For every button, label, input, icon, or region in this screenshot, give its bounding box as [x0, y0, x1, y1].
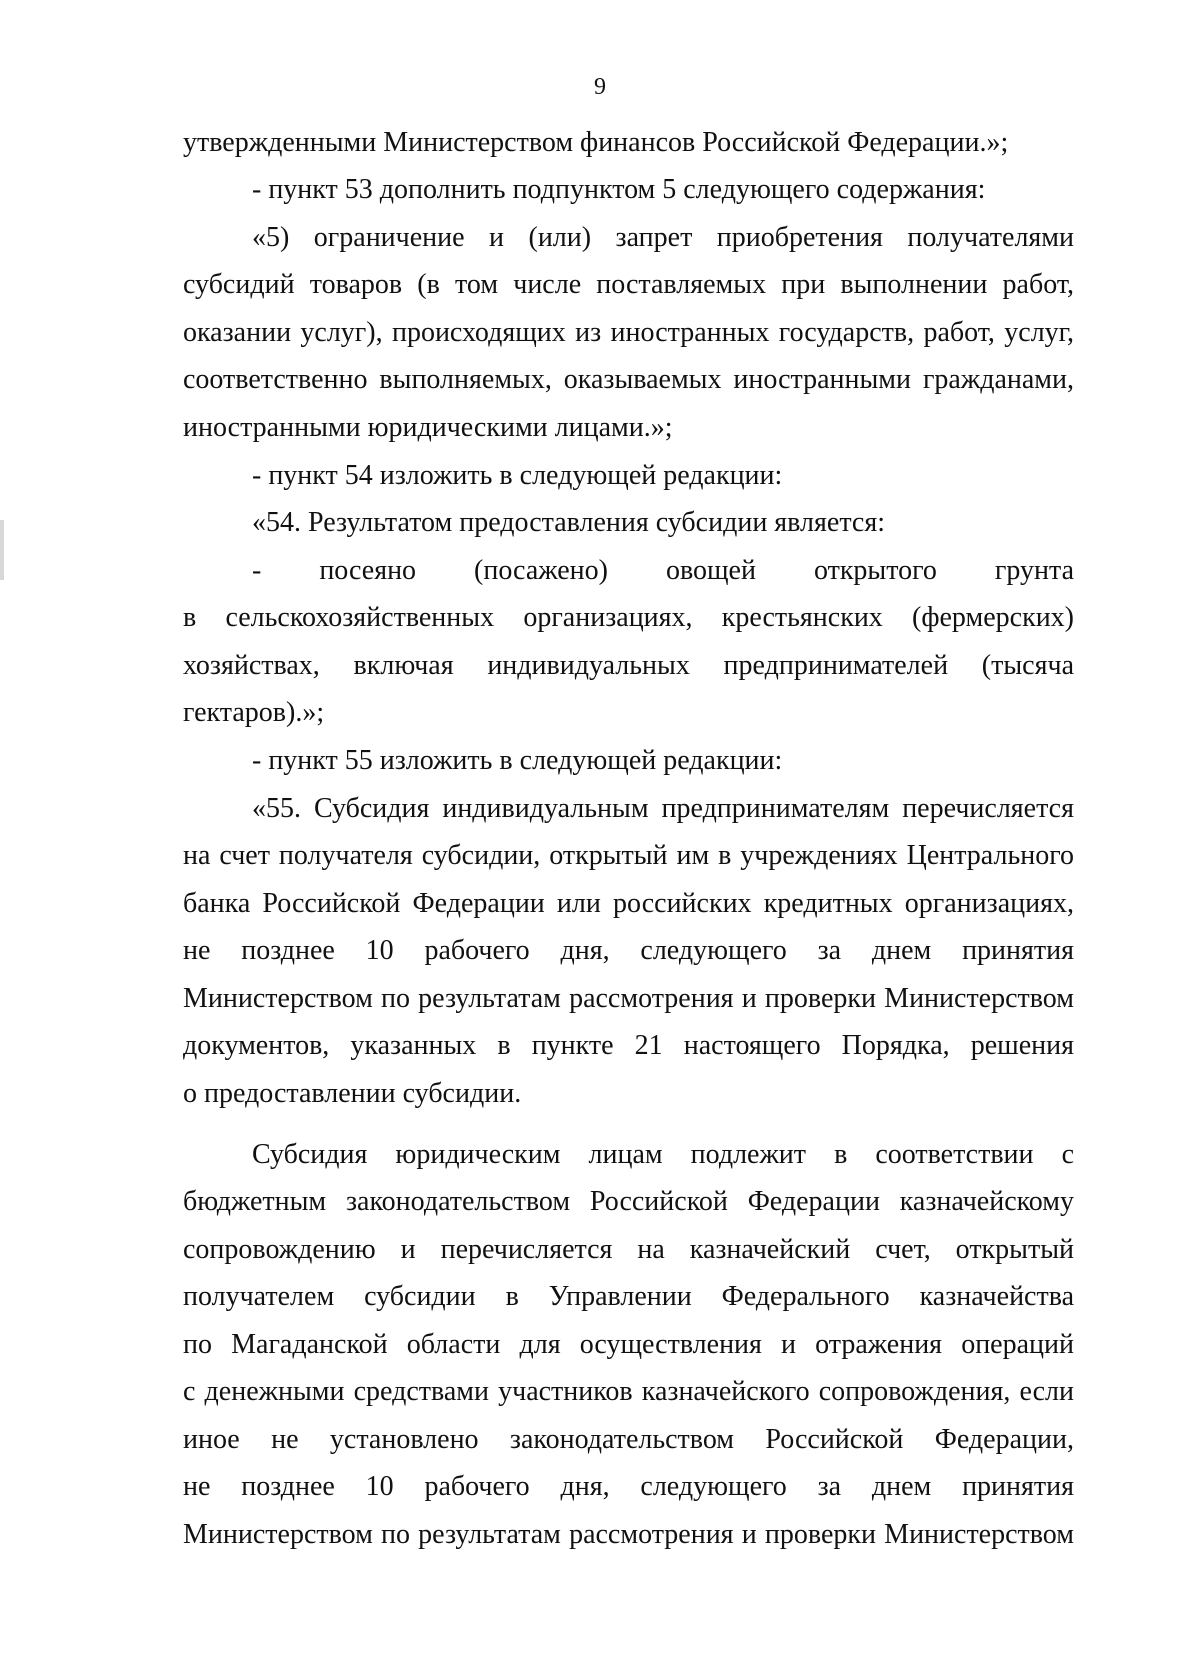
text-line: Министерством по результатам рассмотрения и проверки Министерством: [183, 983, 1074, 1014]
text-line: иное не установлено законодательством Российской Федерации,: [183, 1424, 1074, 1455]
text-line: банка Российской Федерации или российских кредитных организациях,: [183, 888, 1074, 919]
text-line: не позднее 10 рабочего дня, следующего за днем принятия: [183, 935, 1074, 966]
text-line: Субсидия юридическим лицам подлежит в соответствии с: [252, 1139, 1074, 1170]
text-line: не позднее 10 рабочего дня, следующего за днем принятия: [183, 1471, 1074, 1502]
text-line: - пункт 55 изложить в следующей редакции:: [252, 745, 783, 776]
text-line: хозяйствах, включая индивидуальных предпринимателей (тысяча: [183, 650, 1074, 681]
text-line: оказании услуг), происходящих из иностранных государств, работ, услуг,: [183, 317, 1074, 348]
text-line: - пункт 53 дополнить подпунктом 5 следующего содержания:: [252, 174, 986, 205]
scan-edge-mark: [0, 520, 4, 580]
text-line: гектаров).»;: [183, 697, 325, 728]
text-line: - посеяно (посажено) овощей открытого грунта: [252, 555, 1074, 586]
text-line: получателем субсидии в Управлении Федерального казначейства: [183, 1281, 1074, 1312]
text-line: «55. Субсидия индивидуальным предпринимателям перечисляется: [252, 793, 1074, 824]
text-line: бюджетным законодательством Российской Федерации казначейскому: [183, 1186, 1074, 1217]
text-line: в сельскохозяйственных организациях, крестьянских (фермерских): [183, 602, 1074, 633]
text-line: иностранными юридическими лицами.»;: [183, 412, 673, 443]
text-line: - пункт 54 изложить в следующей редакции:: [252, 460, 783, 491]
text-line: утвержденными Министерством финансов Российской Федерации.»;: [183, 127, 1009, 158]
text-line: соответственно выполняемых, оказываемых иностранными гражданами,: [183, 364, 1074, 395]
text-line: «5) ограничение и (или) запрет приобретения получателями: [252, 222, 1074, 253]
text-line: по Магаданской области для осуществления и отражения операций: [183, 1329, 1074, 1360]
text-line: субсидий товаров (в том числе поставляемых при выполнении работ,: [183, 269, 1074, 300]
text-line: сопровождению и перечисляется на казначейский счет, открытый: [183, 1234, 1074, 1265]
text-line: о предоставлении субсидии.: [183, 1078, 522, 1109]
text-line: Министерством по результатам рассмотрения и проверки Министерством: [183, 1519, 1074, 1550]
text-line: документов, указанных в пункте 21 настоящего Порядка, решения: [183, 1030, 1074, 1061]
page-number: 9: [594, 74, 606, 100]
text-line: с денежными средствами участников казначейского сопровождения, если: [183, 1376, 1074, 1407]
text-line: на счет получателя субсидии, открытый им в учреждениях Центрального: [183, 840, 1074, 871]
text-line: «54. Результатом предоставления субсидии является:: [252, 507, 885, 538]
